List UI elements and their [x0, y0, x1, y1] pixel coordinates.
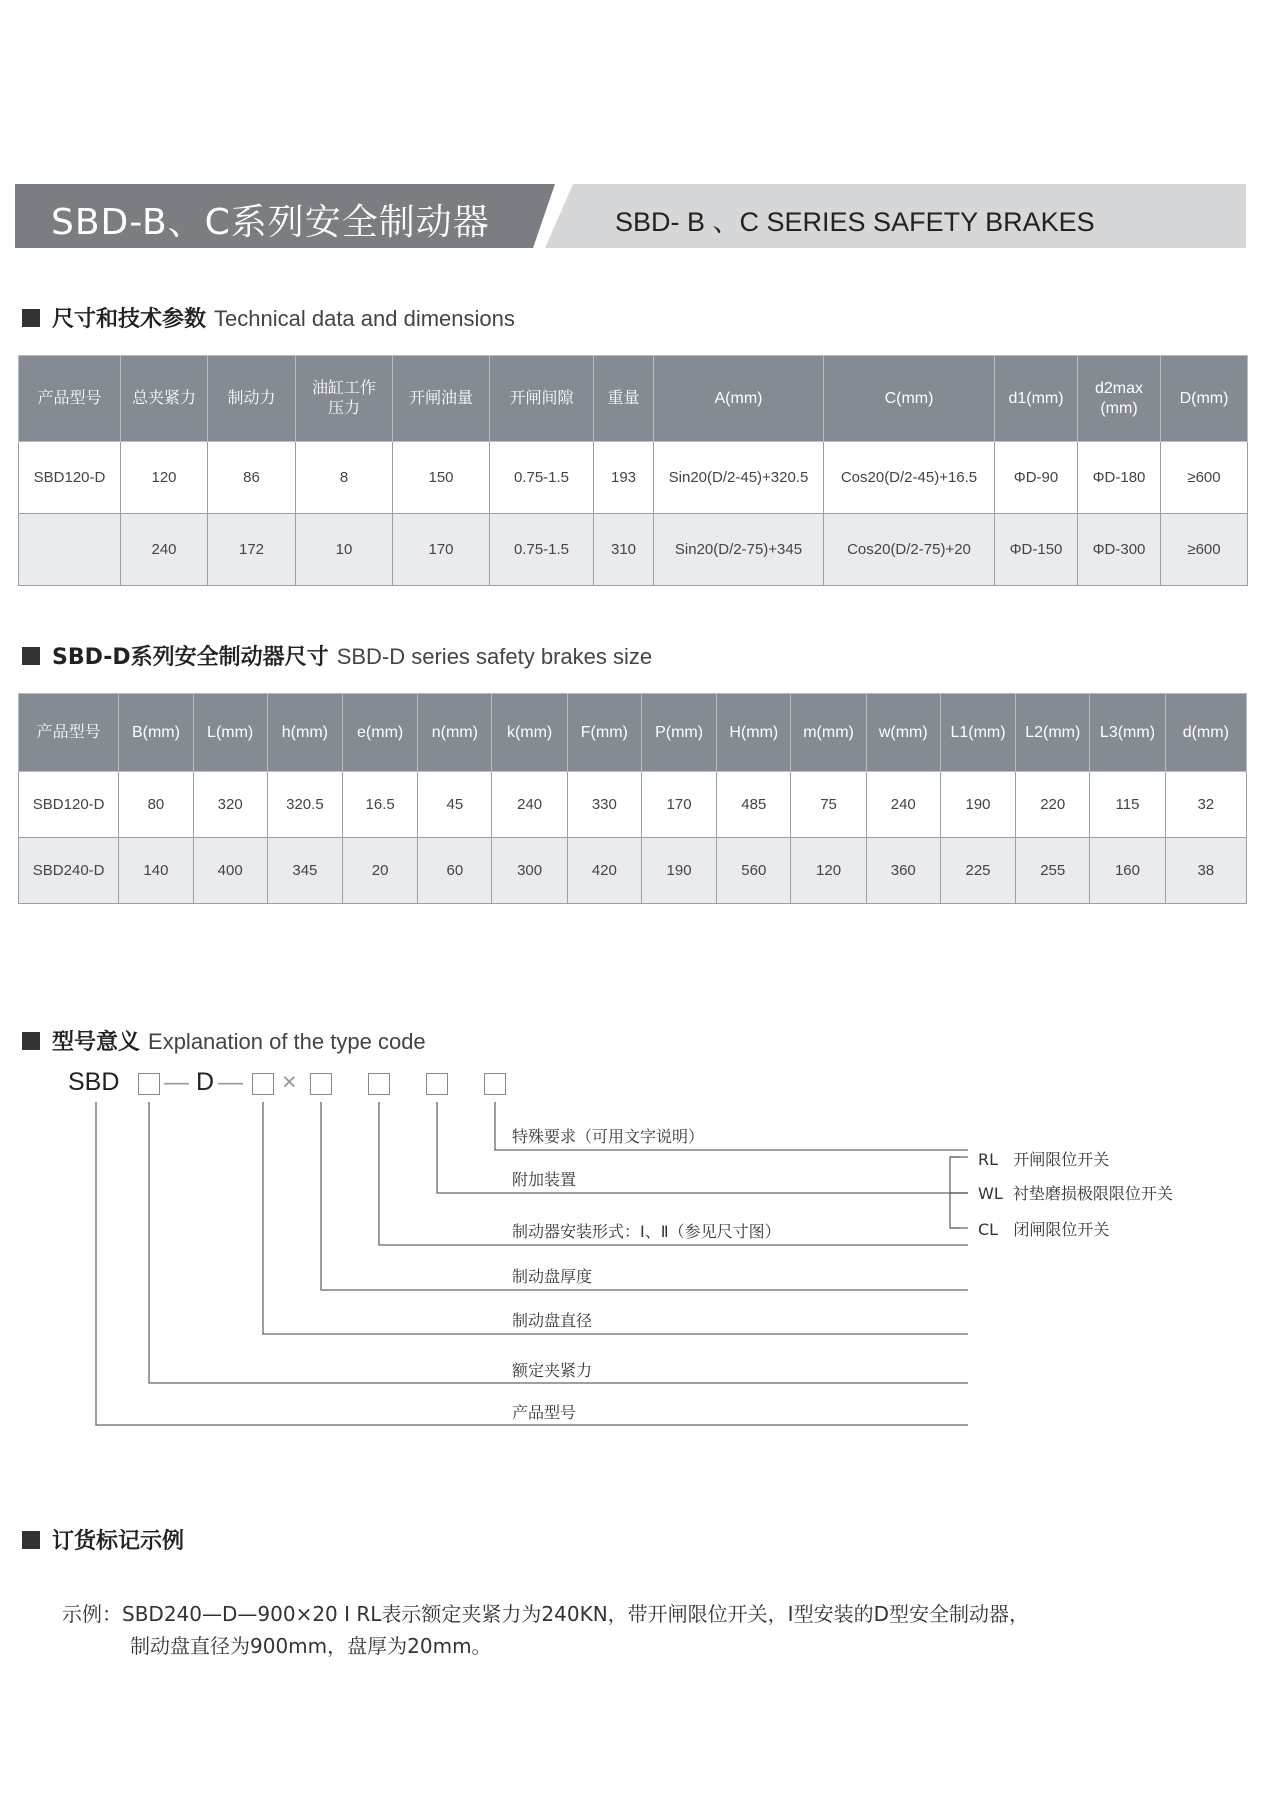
code-box-force: [138, 1073, 160, 1095]
table-cell: 32: [1165, 772, 1246, 838]
table-cell: 160: [1090, 838, 1165, 904]
table-cell: 150: [393, 442, 490, 514]
header-cell: C(mm): [824, 356, 995, 442]
table-cell: 86: [208, 442, 296, 514]
header-cell: w(mm): [866, 694, 940, 772]
table-cell: 330: [567, 772, 641, 838]
table-cell: SBD120-D: [19, 442, 121, 514]
table-cell: 115: [1090, 772, 1165, 838]
table-cell: ≥600: [1161, 514, 1248, 586]
table-cell: SBD120-D: [19, 772, 119, 838]
table-cell: 255: [1016, 838, 1090, 904]
table-cell: 140: [119, 838, 193, 904]
label-special: 特殊要求（可用文字说明）: [512, 1127, 705, 1146]
table-cell: 38: [1165, 838, 1246, 904]
table-cell: 8: [296, 442, 393, 514]
header-cell: d1(mm): [995, 356, 1078, 442]
header-cell: 重量: [594, 356, 654, 442]
header-cell: A(mm): [654, 356, 824, 442]
table-cell: 170: [393, 514, 490, 586]
table-cell: 16.5: [343, 772, 418, 838]
table-cell: 10: [296, 514, 393, 586]
code-box-special: [484, 1073, 506, 1095]
table-cell: 120: [791, 838, 866, 904]
label-accessory: 附加装置: [512, 1170, 577, 1189]
code-times: ×: [282, 1068, 297, 1096]
table-cell: 240: [492, 772, 567, 838]
header-cell: k(mm): [492, 694, 567, 772]
code-dash: —: [218, 1068, 243, 1096]
accessory-code: WL: [978, 1184, 1003, 1203]
accessory-bracket-ticks: [950, 1157, 968, 1228]
header-cell: 制动力: [208, 356, 296, 442]
table-cell: Cos20(D/2-45)+16.5: [824, 442, 995, 514]
table-cell: 190: [940, 772, 1015, 838]
accessory-desc: 开闸限位开关: [1013, 1150, 1110, 1169]
table-cell: 120: [121, 442, 208, 514]
code-prefix: SBD: [68, 1068, 120, 1096]
table-cell: 60: [418, 838, 492, 904]
header-cell: D(mm): [1161, 356, 1248, 442]
banner-title-en: SBD- B 、C SERIES SAFETY BRAKES: [615, 207, 1095, 237]
accessory-option-cl: [978, 1217, 1109, 1240]
header-cell: 开闸油量: [393, 356, 490, 442]
table-cell: ΦD-300: [1078, 514, 1161, 586]
code-dash: —: [164, 1068, 189, 1096]
table-cell: 560: [717, 838, 791, 904]
table-cell: SBD240-D: [19, 838, 119, 904]
table-cell: Sin20(D/2-75)+345: [654, 514, 824, 586]
table-cell: Sin20(D/2-45)+320.5: [654, 442, 824, 514]
table-cell: Cos20(D/2-75)+20: [824, 514, 995, 586]
header-cell: e(mm): [343, 694, 418, 772]
accessory-code: RL: [978, 1150, 999, 1169]
table-cell: 240: [121, 514, 208, 586]
table-cell: 225: [940, 838, 1015, 904]
section-title-en: Technical data and dimensions: [214, 306, 515, 331]
table-cell: 170: [641, 772, 716, 838]
header-cell: F(mm): [567, 694, 641, 772]
table-cell: 345: [267, 838, 342, 904]
accessory-desc: 衬垫磨损极限限位开关: [1012, 1184, 1173, 1203]
table-cell: ΦD-90: [995, 442, 1078, 514]
section-title-en: SBD-D series safety brakes size: [336, 644, 653, 669]
accessory-option-wl: [978, 1181, 1173, 1204]
table-cell: 485: [717, 772, 791, 838]
code-box-mount: [368, 1073, 390, 1095]
accessory-option-rl: [978, 1147, 1109, 1170]
label-diameter: 制动盘直径: [512, 1311, 593, 1330]
table-cell: 400: [193, 838, 267, 904]
section-order-example-title: [22, 1524, 192, 1555]
header-cell: 油缸工作 压力: [296, 356, 393, 442]
header-cell: L(mm): [193, 694, 267, 772]
order-example: [62, 1598, 1029, 1662]
header-cell: L3(mm): [1090, 694, 1165, 772]
table-cell: 240: [866, 772, 940, 838]
table-cell: 190: [641, 838, 716, 904]
header-cell: m(mm): [791, 694, 866, 772]
example-line-1: 示例：SBD240—D—900×20 Ⅰ RL表示额定夹紧力为240KN，带开闸限位开关，Ⅰ型安装的D型安全制动器，: [62, 1602, 1029, 1626]
section-title-en: Explanation of the type code: [148, 1029, 426, 1054]
section-title-cn: 型号意义: [52, 1030, 141, 1055]
header-cell: P(mm): [641, 694, 716, 772]
code-box-accessory: [426, 1073, 448, 1095]
table-cell: 172: [208, 514, 296, 586]
table-cell: 75: [791, 772, 866, 838]
table-cell: 310: [594, 514, 654, 586]
table-cell: 20: [343, 838, 418, 904]
header-cell: h(mm): [267, 694, 342, 772]
section-title-cn: SBD-D系列安全制动器尺寸: [52, 645, 329, 670]
section-title-cn: 尺寸和技术参数: [52, 307, 207, 332]
table-cell: 320.5: [267, 772, 342, 838]
header-cell: B(mm): [119, 694, 193, 772]
code-d: D: [196, 1068, 215, 1096]
label-mount: 制动器安装形式：Ⅰ、Ⅱ（参见尺寸图）: [512, 1222, 781, 1241]
table-cell: ΦD-150: [995, 514, 1078, 586]
label-model: 产品型号: [512, 1403, 577, 1422]
header-cell: L1(mm): [940, 694, 1015, 772]
header-cell: H(mm): [717, 694, 791, 772]
table-cell: 0.75-1.5: [490, 442, 594, 514]
code-box-diameter: [252, 1073, 274, 1095]
accessory-code: CL: [978, 1220, 999, 1239]
table-cell: 220: [1016, 772, 1090, 838]
table-cell: 300: [492, 838, 567, 904]
header-cell: 开闸间隙: [490, 356, 594, 442]
table-cell: ≥600: [1161, 442, 1248, 514]
table-cell: 193: [594, 442, 654, 514]
table-cell: 420: [567, 838, 641, 904]
label-force: 额定夹紧力: [512, 1361, 593, 1380]
table-cell: 320: [193, 772, 267, 838]
table-cell: ΦD-180: [1078, 442, 1161, 514]
header-cell: 总夹紧力: [121, 356, 208, 442]
header-cell: n(mm): [418, 694, 492, 772]
table-cell: 80: [119, 772, 193, 838]
table-cell: 0.75-1.5: [490, 514, 594, 586]
table-cell: 45: [418, 772, 492, 838]
square-bullet-icon: [22, 1531, 40, 1549]
header-cell: d(mm): [1165, 694, 1246, 772]
header-cell: 产品型号: [19, 694, 119, 772]
accessory-desc: 闭闸限位开关: [1013, 1220, 1110, 1239]
banner-title-cn: SBD-B、C系列安全制动器: [51, 202, 490, 243]
header-cell: L2(mm): [1016, 694, 1090, 772]
code-box-thickness: [310, 1073, 332, 1095]
section-title-cn: 订货标记示例: [52, 1529, 185, 1554]
example-line-2: 制动盘直径为900mm，盘厚为20mm。: [130, 1634, 492, 1658]
label-thickness: 制动盘厚度: [512, 1267, 593, 1286]
header-cell: 产品型号: [19, 356, 121, 442]
table-cell: 360: [866, 838, 940, 904]
header-cell: d2max (mm): [1078, 356, 1161, 442]
